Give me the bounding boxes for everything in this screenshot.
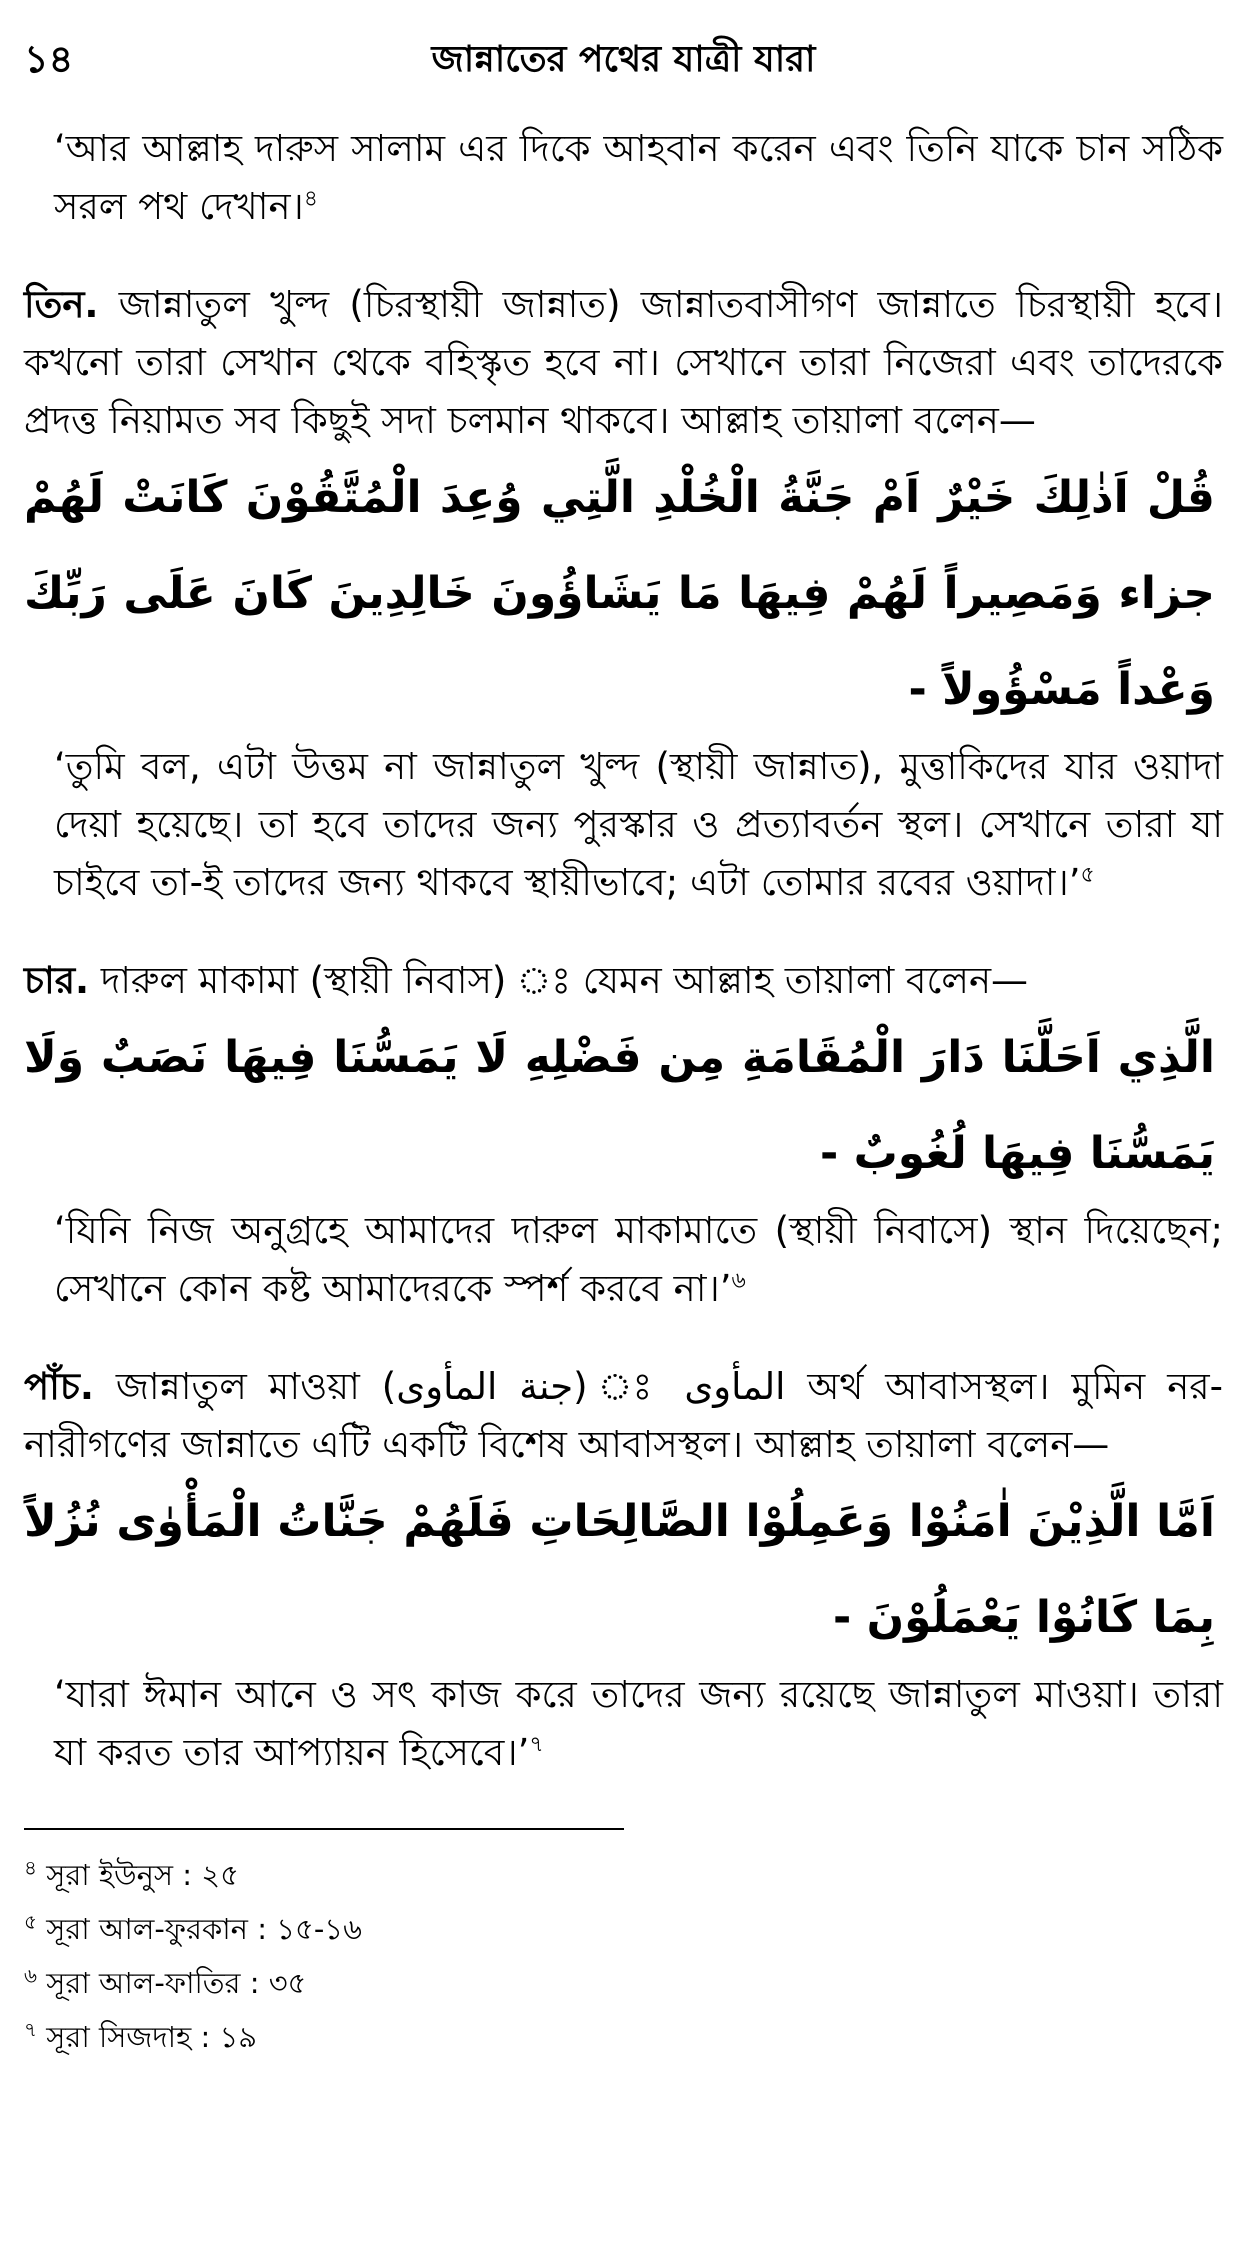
section-four-paragraph: [24, 952, 1223, 1010]
footnote-ref: ৪: [303, 186, 319, 212]
section-five-paragraph: [24, 1358, 1223, 1474]
section-five-translation: [24, 1666, 1223, 1782]
intro-quote-text: ‘আর আল্লাহ দারুস সালাম এর দিকে আহবান করেন এবং তিনি যাকে চান সঠিক সরল পথ দেখান।: [54, 127, 1223, 228]
section-three-text: জান্নাতুল খুল্দ (চিরস্থায়ী জান্নাত) জান্নাতবাসীগণ জান্নাতে চিরস্থায়ী হবে। কখনো তারা সেখান থেকে বহিস্কৃত হবে না। সেখানে তারা নিজেরা এবং তাদেরকে প্রদত্ত নিয়ামত সব কিছুই সদা চলমান থাকবে। আল্লাহ তায়ালা বলেন—: [24, 283, 1223, 442]
footnote: [24, 1848, 1223, 1902]
section-three-translation: [24, 738, 1223, 912]
footnote-text: সূরা ইউনুস : ২৫: [36, 1858, 239, 1892]
section-five-label: পাঁচ.: [24, 1365, 94, 1408]
intro-quote: [24, 120, 1223, 236]
footnote-mark: ৫: [24, 1909, 37, 1934]
section-four-translation: [24, 1202, 1223, 1318]
footnote: [24, 1956, 1223, 2010]
footnote-text: সূরা আল-ফাতির : ৩৫: [37, 1966, 307, 2000]
footnote: [24, 1902, 1223, 1956]
section-five-arabic-verse: اَمَّا الَّذِيْنَ اٰمَنُوْا وَعَمِلُوْا الصَّالِحَاتِ فَلَهُمْ جَنَّاتُ الْمَأْوٰى نُزُلاً بِمَا كَانُوْا يَعْمَلُوْنَ -: [24, 1496, 1215, 1643]
section-five-text: জান্নাতুল মাওয়া (جنة المأوى) ঃ المأوى অর্থ আবাসস্থল। মুমিন নর-নারীগণের জান্নাতে এটি একটি বিশেষ আবাসস্থল। আল্লাহ তায়ালা বলেন—: [24, 1365, 1223, 1466]
section-four-translation-text: ‘যিনি নিজ অনুগ্রহে আমাদের দারুল মাকামাতে (স্থায়ী নিবাসে) স্থান দিয়েছেন; সেখানে কোন কষ্ট আমাদেরকে স্পর্শ করবে না।’: [54, 1209, 1223, 1310]
section-three-paragraph: [24, 276, 1223, 450]
footnote-mark: ৬: [24, 1963, 38, 1988]
footnote-text: সূরা সিজদাহ : ১৯: [37, 2020, 258, 2054]
footnote-ref: ৭: [529, 1732, 544, 1758]
footnote-ref: ৫: [1080, 862, 1095, 888]
section-three-label: তিন.: [24, 283, 99, 326]
page-number: ১৪: [24, 37, 74, 81]
section-three-arabic-verse: قُلْ اَذٰلِكَ خَيْرٌ اَمْ جَنَّةُ الْخُلْدِ الَّتِي وُعِدَ الْمُتَّقُوْنَ كَانَتْ لَهُمْ جزاء وَمَصِيراً لَهُمْ فِيهَا مَا يَشَاؤُونَ خَالِدِينَ كَانَ عَلَى رَبِّكَ وَعْداً مَسْؤُولاً -: [24, 472, 1215, 715]
footnote-text: সূরা আল-ফুরকান : ১৫-১৬: [36, 1912, 362, 1946]
footnote-mark: ৪: [24, 1855, 37, 1880]
section-four-label: চার.: [24, 959, 90, 1002]
footnote: [24, 2010, 1223, 2064]
footnote-ref: ৬: [731, 1268, 746, 1294]
footnote-divider: [24, 1828, 624, 1830]
footnotes: [24, 1848, 1223, 2064]
section-four-arabic-verse: الَّذِي اَحَلَّنَا دَارَ الْمُقَامَةِ مِن فَضْلِهِ لَا يَمَسُّنَا فِيهَا نَصَبٌ وَلَا يَمَسُّنَا فِيهَا لُغُوبٌ -: [24, 1032, 1215, 1179]
section-three-translation-text: ‘তুমি বল, এটা উত্তম না জান্নাতুল খুল্দ (স্থায়ী জান্নাত), মুত্তাকিদের যার ওয়াদা দেয়া হয়েছে। তা হবে তাদের জন্য পুরস্কার ও প্রত্যাবর্তন স্থল। সেখানে তারা যা চাইবে তা-ই তাদের জন্য থাকবে স্থায়ীভাবে; এটা তোমার রবের ওয়াদা।’: [54, 745, 1223, 904]
section-five-translation-text: ‘যারা ঈমান আনে ও সৎ কাজ করে তাদের জন্য রয়েছে জান্নাতুল মাওয়া। তারা যা করত তার আপ্যায়ন হিসেবে।’: [54, 1673, 1223, 1774]
section-four-text: দারুল মাকামা (স্থায়ী নিবাস) ঃ যেমন আল্লাহ তায়ালা বলেন—: [89, 959, 1029, 1002]
running-title: জান্নাতের পথের যাত্রী যারা: [431, 39, 816, 80]
footnote-mark: ৭: [24, 2017, 38, 2042]
page-header: [24, 0, 1223, 120]
